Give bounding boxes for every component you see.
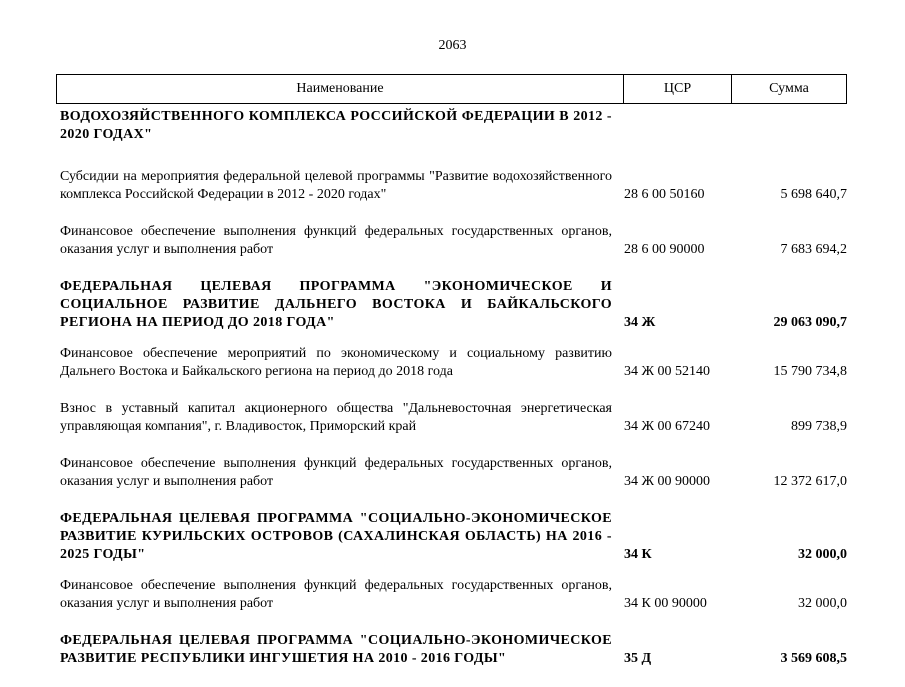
- row-csr: 28 6 00 90000: [624, 242, 705, 257]
- table-row: [60, 632, 850, 668]
- table-row: [60, 400, 850, 436]
- row-sum: 3 569 608,5: [780, 651, 847, 666]
- page-number: 2063: [438, 38, 467, 53]
- row-sum: 15 790 734,8: [773, 364, 847, 379]
- row-name: ФЕДЕРАЛЬНАЯ ЦЕЛЕВАЯ ПРОГРАММА "СОЦИАЛЬНО-ЭКОНОМИЧЕСКОЕ РАЗВИТИЕ РЕСПУБЛИКИ ИНГУШЕТИЯ НА 2010 - 2016 ГОДЫ": [60, 633, 612, 666]
- row-name: Финансовое обеспечение выполнения функций федеральных государственных органов, оказания услуг и выполнения работ: [60, 456, 612, 489]
- table-row: [60, 510, 850, 564]
- row-name: Субсидии на мероприятия федеральной целевой программы "Развитие водохозяйственного комплекса Российской Федерации в 2012 - 2020 годах": [60, 169, 612, 202]
- table-row: [60, 223, 850, 259]
- row-name: Финансовое обеспечение выполнения функций федеральных государственных органов, оказания услуг и выполнения работ: [60, 578, 612, 611]
- table-row: [60, 278, 850, 332]
- table-row: [60, 108, 850, 144]
- header-name: Наименование: [57, 75, 624, 103]
- row-name: Финансовое обеспечение мероприятий по экономическому и социальному развитию Дальнего Востока и Байкальского региона на период до 2018 года: [60, 346, 612, 379]
- header-csr: ЦСР: [624, 75, 732, 103]
- row-sum: 32 000,0: [798, 596, 847, 611]
- header-sum: Сумма: [769, 81, 809, 96]
- row-sum: 899 738,9: [791, 419, 847, 434]
- row-csr: 28 6 00 50160: [624, 187, 705, 202]
- row-sum: 32 000,0: [798, 547, 847, 562]
- row-sum: 7 683 694,2: [780, 242, 847, 257]
- row-name: ФЕДЕРАЛЬНАЯ ЦЕЛЕВАЯ ПРОГРАММА "СОЦИАЛЬНО-ЭКОНОМИЧЕСКОЕ РАЗВИТИЕ КУРИЛЬСКИХ ОСТРОВОВ (САХАЛИНСКАЯ ОБЛАСТЬ) НА 2016 - 2025 ГОДЫ": [60, 511, 612, 562]
- table-row: [60, 455, 850, 491]
- row-csr: 34 Ж 00 67240: [624, 419, 711, 434]
- table-row: [60, 577, 850, 613]
- row-name: Взнос в уставный капитал акционерного общества "Дальневосточная энергетическая управляющая компания", г. Владивосток, Приморский край: [60, 401, 612, 434]
- row-csr: 34 Ж 00 52140: [624, 364, 711, 379]
- row-name: ФЕДЕРАЛЬНАЯ ЦЕЛЕВАЯ ПРОГРАММА "ЭКОНОМИЧЕСКОЕ И СОЦИАЛЬНОЕ РАЗВИТИЕ ДАЛЬНЕГО ВОСТОКА И БАЙКАЛЬСКОГО РЕГИОНА НА ПЕРИОД ДО 2018 ГОДА": [60, 279, 612, 330]
- row-csr: 34 Ж: [624, 315, 656, 330]
- row-csr: 34 Ж 00 90000: [624, 474, 711, 489]
- row-csr: 35 Д: [624, 651, 652, 666]
- row-csr: 34 К 00 90000: [624, 596, 707, 611]
- table-header: [56, 74, 847, 104]
- row-name: ВОДОХОЗЯЙСТВЕННОГО КОМПЛЕКСА РОССИЙСКОЙ ФЕДЕРАЦИИ В 2012 - 2020 ГОДАХ": [60, 109, 612, 142]
- row-sum: 12 372 617,0: [773, 474, 847, 489]
- row-sum: 29 063 090,7: [773, 315, 847, 330]
- table-row: [60, 345, 850, 381]
- row-sum: 5 698 640,7: [780, 187, 847, 202]
- row-csr: 34 К: [624, 547, 652, 562]
- table-body: [60, 108, 850, 687]
- row-name: Финансовое обеспечение выполнения функций федеральных государственных органов, оказания услуг и выполнения работ: [60, 224, 612, 257]
- table-row: [60, 168, 850, 204]
